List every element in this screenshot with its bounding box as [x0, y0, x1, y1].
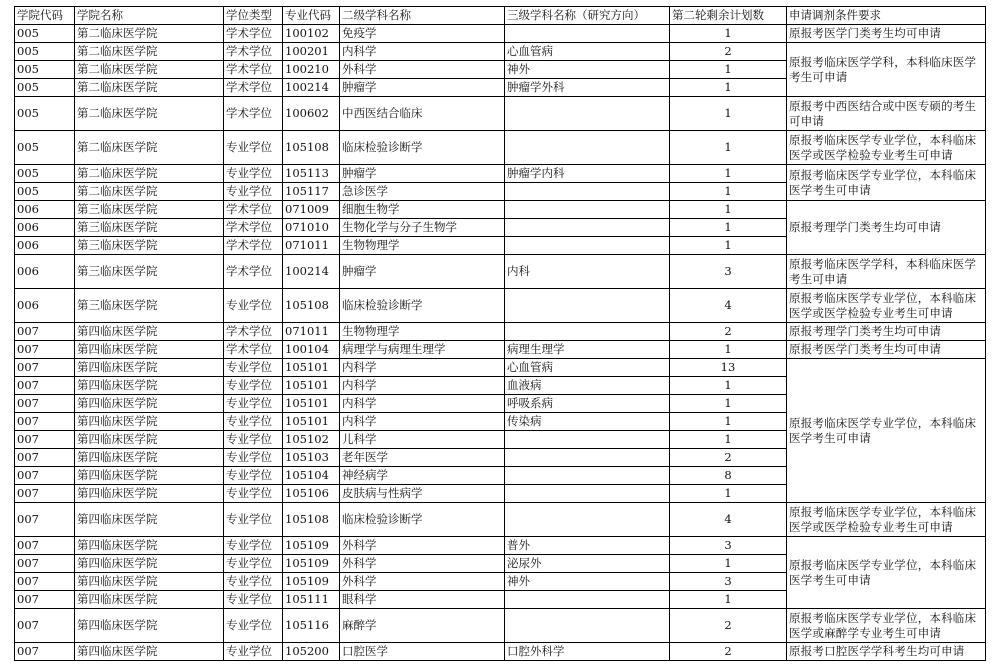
major-code-cell: 100201 [283, 43, 340, 61]
degree-type-cell: 专业学位 [224, 165, 283, 183]
tertiary-subject-cell: 神外 [505, 61, 670, 79]
college-name-cell: 第二临床医学院 [75, 131, 224, 165]
tertiary-subject-cell: 血液病 [505, 377, 670, 395]
table-row [15, 97, 986, 131]
college-name-cell: 第四临床医学院 [75, 449, 224, 467]
degree-type-cell: 学术学位 [224, 201, 283, 219]
college-code-cell: 007 [15, 591, 75, 609]
secondary-subject-cell: 肿瘤学 [340, 255, 505, 289]
remaining-quota-cell: 1 [670, 61, 787, 79]
requirement-cell: 原报考临床医学学科，本科临床医学考生可申请 [787, 43, 986, 97]
secondary-subject-cell: 生物物理学 [340, 237, 505, 255]
degree-type-cell: 学术学位 [224, 25, 283, 43]
requirement-cell: 原报考临床医学专业学位，本科临床医学考生可申请 [787, 359, 986, 503]
secondary-subject-cell: 外科学 [340, 555, 505, 573]
college-code-cell: 007 [15, 609, 75, 643]
tertiary-subject-cell [505, 591, 670, 609]
tertiary-subject-cell [505, 503, 670, 537]
major-code-cell: 105109 [283, 537, 340, 555]
requirement-cell: 原报考口腔医学学科考生均可申请 [787, 643, 986, 661]
secondary-subject-cell: 内科学 [340, 395, 505, 413]
remaining-quota-cell: 3 [670, 255, 787, 289]
tertiary-subject-cell [505, 431, 670, 449]
college-code-cell: 005 [15, 25, 75, 43]
college-name-cell: 第三临床医学院 [75, 201, 224, 219]
college-code-cell: 006 [15, 255, 75, 289]
degree-type-cell: 专业学位 [224, 591, 283, 609]
table-row [15, 131, 986, 165]
tertiary-subject-cell: 口腔外科学 [505, 643, 670, 661]
table-row [15, 25, 986, 43]
remaining-quota-cell: 2 [670, 643, 787, 661]
remaining-quota-cell: 1 [670, 413, 787, 431]
secondary-subject-cell: 内科学 [340, 359, 505, 377]
remaining-quota-cell: 2 [670, 43, 787, 61]
table-row [15, 609, 986, 643]
college-code-cell: 007 [15, 573, 75, 591]
college-code-cell: 006 [15, 289, 75, 323]
secondary-subject-cell: 外科学 [340, 537, 505, 555]
secondary-subject-cell: 外科学 [340, 573, 505, 591]
major-code-cell: 105200 [283, 643, 340, 661]
major-code-cell: 105117 [283, 183, 340, 201]
remaining-quota-cell: 2 [670, 323, 787, 341]
major-code-cell: 100602 [283, 97, 340, 131]
tertiary-subject-cell [505, 219, 670, 237]
remaining-quota-cell: 3 [670, 537, 787, 555]
table-row [15, 201, 986, 219]
requirement-cell: 原报考临床医学专业学位，本科临床医学或医学检验专业考生可申请 [787, 289, 986, 323]
remaining-quota-cell: 1 [670, 97, 787, 131]
college-name-cell: 第四临床医学院 [75, 643, 224, 661]
tertiary-subject-cell: 神外 [505, 573, 670, 591]
secondary-subject-cell: 中西医结合临床 [340, 97, 505, 131]
college-name-cell: 第四临床医学院 [75, 609, 224, 643]
tertiary-subject-cell: 普外 [505, 537, 670, 555]
secondary-subject-cell: 内科学 [340, 413, 505, 431]
secondary-subject-cell: 儿科学 [340, 431, 505, 449]
college-code-cell: 007 [15, 503, 75, 537]
table-row [15, 289, 986, 323]
major-code-cell: 100102 [283, 25, 340, 43]
degree-type-cell: 专业学位 [224, 431, 283, 449]
major-code-cell: 105108 [283, 503, 340, 537]
degree-type-cell: 专业学位 [224, 537, 283, 555]
college-code-cell: 007 [15, 323, 75, 341]
college-code-cell: 007 [15, 467, 75, 485]
requirement-cell: 原报考临床医学专业学位，本科临床医学考生可申请 [787, 537, 986, 609]
college-code-cell: 007 [15, 359, 75, 377]
tertiary-subject-cell [505, 289, 670, 323]
college-code-cell: 007 [15, 413, 75, 431]
degree-type-cell: 学术学位 [224, 219, 283, 237]
remaining-quota-cell: 1 [670, 591, 787, 609]
table-row [15, 537, 986, 555]
degree-type-cell: 专业学位 [224, 467, 283, 485]
requirement-cell: 原报考理学门类考生均可申请 [787, 323, 986, 341]
college-code-cell: 007 [15, 395, 75, 413]
requirement-cell: 原报考医学门类考生均可申请 [787, 341, 986, 359]
college-code-cell: 007 [15, 341, 75, 359]
table-row [15, 503, 986, 537]
secondary-subject-cell: 生物物理学 [340, 323, 505, 341]
major-code-cell: 105111 [283, 591, 340, 609]
college-name-cell: 第四临床医学院 [75, 395, 224, 413]
college-name-cell: 第四临床医学院 [75, 573, 224, 591]
tertiary-subject-cell: 泌尿外 [505, 555, 670, 573]
secondary-subject-cell: 口腔医学 [340, 643, 505, 661]
secondary-subject-cell: 肿瘤学 [340, 79, 505, 97]
table-row [15, 359, 986, 377]
college-name-cell: 第四临床医学院 [75, 503, 224, 537]
secondary-subject-cell: 临床检验诊断学 [340, 289, 505, 323]
table-row [15, 165, 986, 183]
requirement-cell: 原报考临床医学专业学位，本科临床医学考生可申请 [787, 165, 986, 201]
major-code-cell: 105109 [283, 573, 340, 591]
requirement-cell: 原报考中西医结合或中医专硕的考生可申请 [787, 97, 986, 131]
remaining-quota-cell: 1 [670, 131, 787, 165]
college-code-cell: 005 [15, 43, 75, 61]
remaining-quota-cell: 1 [670, 165, 787, 183]
major-code-cell: 071011 [283, 237, 340, 255]
secondary-subject-cell: 病理学与病理生理学 [340, 341, 505, 359]
college-name-cell: 第四临床医学院 [75, 359, 224, 377]
tertiary-subject-cell [505, 97, 670, 131]
major-code-cell: 100104 [283, 341, 340, 359]
major-code-cell: 105102 [283, 431, 340, 449]
tertiary-subject-cell [505, 25, 670, 43]
college-code-cell: 005 [15, 61, 75, 79]
secondary-subject-cell: 免疫学 [340, 25, 505, 43]
degree-type-cell: 学术学位 [224, 79, 283, 97]
degree-type-cell: 专业学位 [224, 503, 283, 537]
college-name-cell: 第二临床医学院 [75, 165, 224, 183]
college-code-cell: 007 [15, 643, 75, 661]
degree-type-cell: 专业学位 [224, 555, 283, 573]
remaining-quota-cell: 13 [670, 359, 787, 377]
major-code-cell: 105104 [283, 467, 340, 485]
secondary-subject-cell: 内科学 [340, 43, 505, 61]
table-row [15, 643, 986, 661]
degree-type-cell: 学术学位 [224, 61, 283, 79]
college-code-cell: 005 [15, 79, 75, 97]
college-code-cell: 005 [15, 97, 75, 131]
table-body [15, 25, 986, 661]
major-code-cell: 100214 [283, 255, 340, 289]
major-code-cell: 105106 [283, 485, 340, 503]
tertiary-subject-cell: 心血管病 [505, 359, 670, 377]
college-name-cell: 第四临床医学院 [75, 537, 224, 555]
college-name-cell: 第三临床医学院 [75, 289, 224, 323]
college-code-cell: 007 [15, 537, 75, 555]
degree-type-cell: 专业学位 [224, 289, 283, 323]
college-code-cell: 007 [15, 555, 75, 573]
degree-type-cell: 专业学位 [224, 377, 283, 395]
secondary-subject-cell: 肿瘤学 [340, 165, 505, 183]
secondary-subject-cell: 眼科学 [340, 591, 505, 609]
major-code-cell: 105116 [283, 609, 340, 643]
requirement-cell: 原报考理学门类考生均可申请 [787, 201, 986, 255]
college-name-cell: 第四临床医学院 [75, 591, 224, 609]
tertiary-subject-cell: 心血管病 [505, 43, 670, 61]
table-row [15, 323, 986, 341]
secondary-subject-cell: 老年医学 [340, 449, 505, 467]
header-degree-type: 学位类型 [224, 7, 283, 25]
requirement-cell: 原报考临床医学学科，本科临床医学考生可申请 [787, 255, 986, 289]
college-code-cell: 007 [15, 377, 75, 395]
major-code-cell: 105101 [283, 395, 340, 413]
tertiary-subject-cell [505, 201, 670, 219]
degree-type-cell: 学术学位 [224, 323, 283, 341]
college-name-cell: 第四临床医学院 [75, 431, 224, 449]
major-code-cell: 100214 [283, 79, 340, 97]
major-code-cell: 071010 [283, 219, 340, 237]
remaining-quota-cell: 4 [670, 289, 787, 323]
header-requirements: 申请调剂条件要求 [787, 7, 986, 25]
degree-type-cell: 专业学位 [224, 485, 283, 503]
major-code-cell: 105101 [283, 377, 340, 395]
header-college-name: 学院名称 [75, 7, 224, 25]
college-name-cell: 第二临床医学院 [75, 79, 224, 97]
table-row [15, 255, 986, 289]
tertiary-subject-cell [505, 449, 670, 467]
college-code-cell: 007 [15, 485, 75, 503]
major-code-cell: 071009 [283, 201, 340, 219]
degree-type-cell: 学术学位 [224, 255, 283, 289]
secondary-subject-cell: 急诊医学 [340, 183, 505, 201]
major-code-cell: 105108 [283, 289, 340, 323]
tertiary-subject-cell [505, 323, 670, 341]
header-tertiary-subject: 三级学科名称（研究方向） [505, 7, 670, 25]
tertiary-subject-cell [505, 485, 670, 503]
remaining-quota-cell: 4 [670, 503, 787, 537]
college-name-cell: 第四临床医学院 [75, 413, 224, 431]
remaining-quota-cell: 1 [670, 555, 787, 573]
degree-type-cell: 专业学位 [224, 183, 283, 201]
college-code-cell: 005 [15, 183, 75, 201]
major-code-cell: 105101 [283, 413, 340, 431]
major-code-cell: 105101 [283, 359, 340, 377]
college-name-cell: 第四临床医学院 [75, 323, 224, 341]
remaining-quota-cell: 1 [670, 485, 787, 503]
degree-type-cell: 专业学位 [224, 449, 283, 467]
college-code-cell: 007 [15, 431, 75, 449]
secondary-subject-cell: 神经病学 [340, 467, 505, 485]
degree-type-cell: 专业学位 [224, 395, 283, 413]
header-remaining-quota: 第二轮剩余计划数 [670, 7, 787, 25]
tertiary-subject-cell: 传染病 [505, 413, 670, 431]
tertiary-subject-cell: 病理生理学 [505, 341, 670, 359]
remaining-quota-cell: 1 [670, 79, 787, 97]
remaining-quota-cell: 2 [670, 449, 787, 467]
major-code-cell: 105109 [283, 555, 340, 573]
college-name-cell: 第二临床医学院 [75, 61, 224, 79]
remaining-quota-cell: 1 [670, 341, 787, 359]
secondary-subject-cell: 临床检验诊断学 [340, 131, 505, 165]
secondary-subject-cell: 麻醉学 [340, 609, 505, 643]
tertiary-subject-cell: 内科 [505, 255, 670, 289]
degree-type-cell: 学术学位 [224, 341, 283, 359]
secondary-subject-cell: 临床检验诊断学 [340, 503, 505, 537]
college-name-cell: 第三临床医学院 [75, 255, 224, 289]
remaining-quota-cell: 1 [670, 183, 787, 201]
remaining-quota-cell: 3 [670, 573, 787, 591]
college-code-cell: 006 [15, 237, 75, 255]
college-code-cell: 005 [15, 131, 75, 165]
requirement-cell: 原报考临床医学专业学位，本科临床医学或医学检验专业考生可申请 [787, 131, 986, 165]
remaining-quota-cell: 1 [670, 201, 787, 219]
remaining-quota-cell: 1 [670, 219, 787, 237]
college-name-cell: 第四临床医学院 [75, 377, 224, 395]
college-code-cell: 006 [15, 219, 75, 237]
degree-type-cell: 专业学位 [224, 413, 283, 431]
table-row [15, 341, 986, 359]
major-code-cell: 105103 [283, 449, 340, 467]
remaining-quota-cell: 1 [670, 377, 787, 395]
degree-type-cell: 学术学位 [224, 97, 283, 131]
header-college-code: 学院代码 [15, 7, 75, 25]
college-name-cell: 第四临床医学院 [75, 485, 224, 503]
remaining-quota-cell: 8 [670, 467, 787, 485]
college-name-cell: 第二临床医学院 [75, 43, 224, 61]
college-code-cell: 006 [15, 201, 75, 219]
college-name-cell: 第二临床医学院 [75, 183, 224, 201]
degree-type-cell: 学术学位 [224, 43, 283, 61]
secondary-subject-cell: 生物化学与分子生物学 [340, 219, 505, 237]
table-row [15, 43, 986, 61]
major-code-cell: 071011 [283, 323, 340, 341]
degree-type-cell: 专业学位 [224, 359, 283, 377]
tertiary-subject-cell: 肿瘤学外科 [505, 79, 670, 97]
requirement-cell: 原报考医学门类考生均可申请 [787, 25, 986, 43]
tertiary-subject-cell [505, 131, 670, 165]
college-name-cell: 第四临床医学院 [75, 555, 224, 573]
remaining-quota-cell: 1 [670, 395, 787, 413]
remaining-quota-cell: 2 [670, 609, 787, 643]
header-row [15, 7, 986, 25]
requirement-cell: 原报考临床医学专业学位，本科临床医学或麻醉学专业考生可申请 [787, 609, 986, 643]
tertiary-subject-cell: 呼吸系病 [505, 395, 670, 413]
secondary-subject-cell: 细胞生物学 [340, 201, 505, 219]
header-secondary-subject: 二级学科名称 [340, 7, 505, 25]
requirement-cell: 原报考临床医学专业学位，本科临床医学或医学检验专业考生可申请 [787, 503, 986, 537]
tertiary-subject-cell [505, 237, 670, 255]
college-name-cell: 第三临床医学院 [75, 237, 224, 255]
tertiary-subject-cell [505, 467, 670, 485]
tertiary-subject-cell [505, 183, 670, 201]
adjustment-plan-table [14, 6, 986, 661]
college-name-cell: 第二临床医学院 [75, 97, 224, 131]
major-code-cell: 100210 [283, 61, 340, 79]
degree-type-cell: 专业学位 [224, 609, 283, 643]
secondary-subject-cell: 皮肤病与性病学 [340, 485, 505, 503]
college-name-cell: 第四临床医学院 [75, 341, 224, 359]
degree-type-cell: 专业学位 [224, 131, 283, 165]
college-name-cell: 第四临床医学院 [75, 467, 224, 485]
tertiary-subject-cell: 肿瘤学内科 [505, 165, 670, 183]
college-code-cell: 007 [15, 449, 75, 467]
major-code-cell: 105108 [283, 131, 340, 165]
secondary-subject-cell: 内科学 [340, 377, 505, 395]
remaining-quota-cell: 1 [670, 237, 787, 255]
degree-type-cell: 学术学位 [224, 237, 283, 255]
degree-type-cell: 专业学位 [224, 643, 283, 661]
college-code-cell: 005 [15, 165, 75, 183]
college-name-cell: 第三临床医学院 [75, 219, 224, 237]
major-code-cell: 105113 [283, 165, 340, 183]
remaining-quota-cell: 1 [670, 431, 787, 449]
secondary-subject-cell: 外科学 [340, 61, 505, 79]
degree-type-cell: 专业学位 [224, 573, 283, 591]
header-major-code: 专业代码 [283, 7, 340, 25]
remaining-quota-cell: 1 [670, 25, 787, 43]
college-name-cell: 第二临床医学院 [75, 25, 224, 43]
tertiary-subject-cell [505, 609, 670, 643]
